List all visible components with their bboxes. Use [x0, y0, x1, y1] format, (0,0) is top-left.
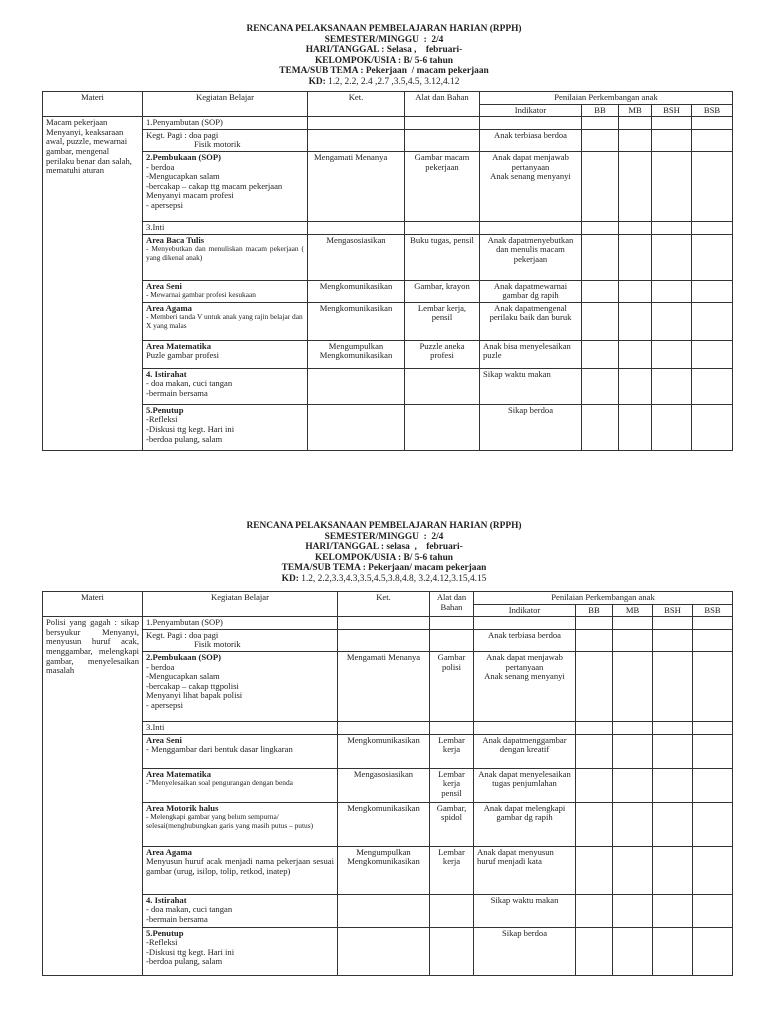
- alat-cell: Gambar, krayon: [405, 280, 480, 302]
- sheet-header: [0, 521, 768, 585]
- indicator-cell: Anak dapat menyusun huruf menjadi kata: [474, 846, 576, 894]
- col-header-indikator: Indikator: [474, 604, 576, 617]
- theme-line: TEMA/SUB TEMA : Pekerjaan / macam pekerjaan: [279, 66, 489, 77]
- indicator-cell: Anak bisa menyelesaikan puzle: [480, 340, 582, 368]
- ket-cell: Mengasosiasikan: [338, 768, 430, 802]
- col-header-penilaian: Penilaian Perkembangan anak: [474, 592, 733, 605]
- col-header-ket: Ket.: [308, 92, 405, 117]
- activity-cell: Area Seni - Menggambar dari bentuk dasar lingkaran: [143, 734, 338, 768]
- ket-cell: Mengumpulkan Mengkomunikasikan: [338, 846, 430, 894]
- semester-line: SEMESTER/MINGGU : 2/4: [324, 531, 444, 542]
- ket-cell: Mengkomunikasikan: [338, 802, 430, 846]
- col-header-ket: Ket.: [338, 592, 430, 617]
- indicator-cell: Anak terbiasa berdoa: [480, 129, 582, 151]
- col-header-mb: MB: [613, 604, 653, 617]
- indicator-cell: Anak dapatmenggambar dengan kreatif: [474, 734, 576, 768]
- col-header-alat: Alat dan Bahan: [430, 592, 474, 617]
- col-header-bsh: BSH: [653, 604, 693, 617]
- activity-cell: Area Agama Menyusun huruf acak menjadi nama pekerjaan sesuai gambar (urug, isilop, tolip, retkod, inatep): [143, 846, 338, 894]
- activity-cell: 4. Istirahat - doa makan, cuci tangan -bermain bersama: [143, 894, 338, 927]
- col-header-bb: BB: [582, 104, 619, 117]
- sheet-header: [0, 24, 768, 88]
- indicator-cell: Anak dapatmewarnai gambar dg rapih: [480, 280, 582, 302]
- activity-cell: Kegt. Pagi : doa pagi Fisik motorik: [143, 129, 308, 151]
- alat-cell: Puzzle aneka profesi: [405, 340, 480, 368]
- indicator-cell: Sikap waktu makan: [480, 368, 582, 404]
- activity-cell: 5.Penutup -Refleksi -Diskusi ttg kegt. Hari ini -berdoa pulang, salam: [143, 404, 308, 450]
- materi-cell: Polisi yang gagah : sikap bersyukur Menyanyi, menyusun huruf acak, menggambar, melengkapi gambar, menyelesaikan masalah: [43, 617, 143, 975]
- activity-cell: Area Motorik halus - Melengkapi gambar yang belum sempurna/ selesai(menghubungkan garis yang masih putus – putus): [143, 802, 338, 846]
- ket-cell: Mengkomunikasikan: [308, 280, 405, 302]
- doc-title: RENCANA PELAKSANAAN PEMBELAJARAN HARIAN (RPPH): [246, 24, 522, 34]
- activity-title: 3.Inti: [143, 721, 338, 734]
- semester-line: SEMESTER/MINGGU : 2/4: [324, 34, 444, 45]
- ket-cell: Mengumpulkan Mengkomunikasikan: [308, 340, 405, 368]
- col-header-kegiatan: Kegiatan Belajar: [143, 592, 338, 617]
- col-header-kegiatan: Kegiatan Belajar: [143, 92, 308, 117]
- activity-title: 3.Inti: [143, 221, 308, 234]
- activity-cell: 4. Istirahat - doa makan, cuci tangan -bermain bersama: [143, 368, 308, 404]
- kd-line: KD: 1.2, 2.2,3.3,4.3,3.5,4.5,3.8,4.8, 3.2,4.12,3.15,4.15: [281, 573, 487, 584]
- indicator-cell: Sikap waktu makan: [474, 894, 576, 927]
- theme-line: TEMA/SUB TEMA : Pekerjaan/ macam pekerjaan: [281, 563, 487, 574]
- col-header-bsh: BSH: [652, 104, 692, 117]
- activity-cell: 2.Pembukaan (SOP) - berdoa -Mengucapkan salam -bercakap – cakap ttgpolisi Menyanyi lihat bapak polisi - apersepsi: [143, 651, 338, 721]
- activity-cell: 5.Penutup -Refleksi -Diskusi ttg kegt. Hari ini -berdoa pulang, salam: [143, 927, 338, 975]
- activity-cell: Kegt. Pagi : doa pagi Fisik motorik: [143, 629, 338, 651]
- activity-cell: Area Matematika Puzle gambar profesi: [143, 340, 308, 368]
- activity-cell: Area Seni - Mewarnai gambar profesi kesukaan: [143, 280, 308, 302]
- group-line: KELOMPOK/USIA : B/ 5-6 tahun: [314, 552, 454, 563]
- activity-cell: 2.Pembukaan (SOP) - berdoa -Mengucapkan salam -bercakap – cakap ttg macam pekerjaan Menyanyi macam profesi - apersepsi: [143, 151, 308, 221]
- ket-cell: Mengkomunikasikan: [308, 302, 405, 340]
- materi-cell: Macam pekerjaan Menyanyi, keaksaraan awal, puzzle, mewarnai gambar, mengenal perilaku benar dan salah, mematuhi aturan: [43, 117, 143, 451]
- alat-cell: Buku tugas, pensil: [405, 234, 480, 280]
- alat-cell: Lembar kerja, pensil: [405, 302, 480, 340]
- indicator-cell: Anak dapat menyelesaikan tugas penjumlahan: [474, 768, 576, 802]
- ket-cell: Mengamati Menanya: [308, 151, 405, 221]
- ket-cell: Mengkomunikasikan: [338, 734, 430, 768]
- indicator-cell: Sikap berdoa: [474, 927, 576, 975]
- date-line: HARI/TANGGAL : Selasa , februari-: [305, 45, 463, 56]
- activity-cell: Area Agama - Memberi tanda V untuk anak yang rajin belajar dan X yang malas: [143, 302, 308, 340]
- doc-title: RENCANA PELAKSANAAN PEMBELAJARAN HARIAN (RPPH): [246, 521, 522, 531]
- alat-cell: Gambar polisi: [430, 651, 474, 721]
- activity-title: 1.Penyambutan (SOP): [143, 117, 308, 130]
- indicator-cell: Anak terbiasa berdoa: [474, 629, 576, 651]
- ket-cell: Mengamati Menanya: [338, 651, 430, 721]
- alat-cell: Lembar kerja: [430, 734, 474, 768]
- group-line: KELOMPOK/USIA : B/ 5-6 tahun: [314, 55, 454, 66]
- indicator-cell: Sikap berdoa: [480, 404, 582, 450]
- col-header-bsb: BSB: [692, 104, 733, 117]
- date-line: HARI/TANGGAL : selasa , februari-: [305, 542, 463, 553]
- indicator-cell: Anak dapatmenyebutkan dan menulis macam pekerjaan: [480, 234, 582, 280]
- indicator-cell: Anak dapatmengenal perilaku baik dan buruk: [480, 302, 582, 340]
- col-header-bsb: BSB: [693, 604, 733, 617]
- col-header-indikator: Indikator: [480, 104, 582, 117]
- rpph-table: [42, 91, 733, 451]
- col-header-alat: Alat dan Bahan: [405, 92, 480, 117]
- col-header-bb: BB: [576, 604, 613, 617]
- col-header-materi: Materi: [43, 592, 143, 617]
- col-header-materi: Materi: [43, 92, 143, 117]
- activity-cell: Area Baca Tulis - Menyebutkan dan menuliskan macam pekerjaan ( yang dikenal anak): [143, 234, 308, 280]
- col-header-penilaian: Penilaian Perkembangan anak: [480, 92, 733, 105]
- alat-cell: Lembar kerja: [430, 846, 474, 894]
- activity-cell: Area Matematika -”Menyelesaikan soal pengurangan dengan benda: [143, 768, 338, 802]
- indicator-cell: Anak dapat menjawab pertanyaan Anak senang menyanyi: [474, 651, 576, 721]
- rpph-table: [42, 591, 733, 976]
- indicator-cell: Anak dapat melengkapi gambar dg rapih: [474, 802, 576, 846]
- activity-title: 1.Penyambutan (SOP): [143, 617, 338, 630]
- alat-cell: Lembar kerja pensil: [430, 768, 474, 802]
- col-header-mb: MB: [619, 104, 652, 117]
- ket-cell: Mengasosiasikan: [308, 234, 405, 280]
- alat-cell: Gambar macam pekerjaan: [405, 151, 480, 221]
- alat-cell: Gambar, spidol: [430, 802, 474, 846]
- indicator-cell: Anak dapat menjawab pertanyaan Anak senang menyanyi: [480, 151, 582, 221]
- kd-line: KD: 1.2, 2.2, 2.4 ,2.7 ,3.5,4.5, 3.12,4.12: [308, 76, 460, 87]
